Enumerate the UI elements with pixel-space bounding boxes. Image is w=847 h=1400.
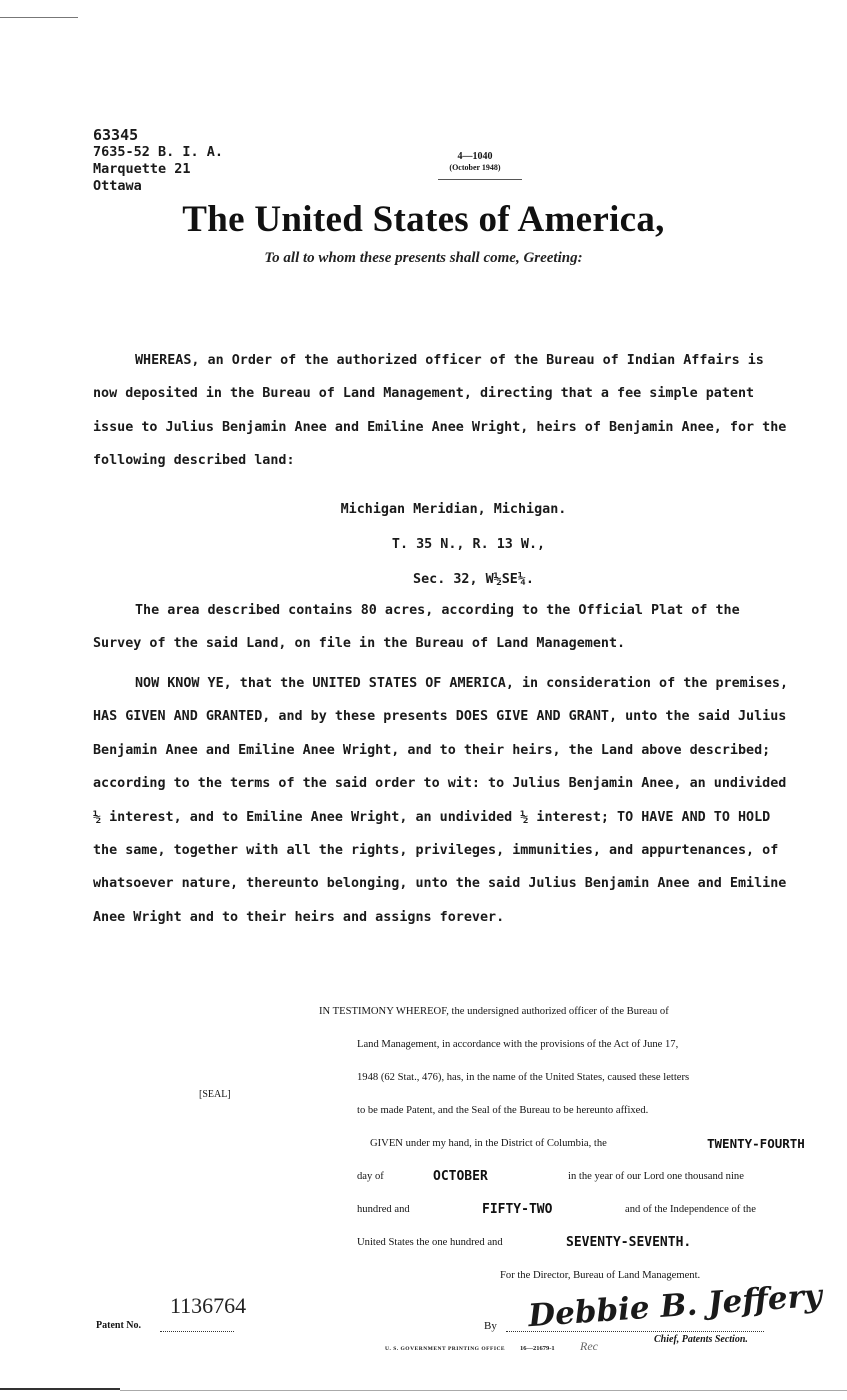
testimony-line-2: Land Management, in accordance with the provisions of the Act of June 17,: [357, 1039, 679, 1050]
testimony-line-3: 1948 (62 Stat., 476), has, in the name of the United States, caused these letters: [357, 1072, 690, 1083]
grant-text: NOW KNOW YE, that the UNITED STATES OF AMERICA, in consideration of the premises, HAS GIVEN AND GRANTED, and by these presents DOES GIVE AND GRANT, unto the said Julius Benjamin Anee and Emiline Anee Wright, and to their heirs, the Land above described; according to the terms of the said order to wit: to Julius Benjamin Anee, an undivided ½ interest, and to Emiline Anee Wright, an undivided ½ interest; TO HAVE AND TO HOLD the same, together with all the rights, privileges, immunities, and appurtenances, of whatsoever nature, thereunto belonging, unto the said Julius Benjamin Anee and Emiline Anee Wright and to their heirs and assigns forever.: [93, 676, 789, 925]
signer-title: Chief, Patents Section.: [654, 1334, 748, 1345]
land-meridian: Michigan Meridian, Michigan.: [340, 502, 567, 517]
whereas-paragraph: [93, 344, 793, 478]
patent-number: 1136764: [170, 1293, 247, 1318]
area-text: The area described contains 80 acres, according to the Official Plat of the Survey of the said Land, on file in the Bureau of Land Management.: [93, 603, 740, 652]
form-number-rule: [438, 179, 522, 180]
reference-block: [93, 127, 223, 195]
form-number-block: [440, 151, 510, 173]
patent-number-label: Patent No.: [96, 1320, 141, 1331]
grant-paragraph: [93, 667, 793, 934]
printing-office-imprint: U. S. GOVERNMENT PRINTING OFFICE: [385, 1346, 506, 1352]
year-text: in the year of our Lord one thousand nine: [568, 1171, 744, 1182]
patent-number-rule: [160, 1331, 234, 1332]
month-fill: OCTOBER: [433, 1169, 488, 1184]
by-label: By: [484, 1320, 497, 1332]
hundred-and-label: hundred and: [357, 1204, 410, 1215]
year-fill: FIFTY-TWO: [482, 1202, 553, 1217]
scan-edge-bottom: [0, 1388, 120, 1390]
area-paragraph: [93, 594, 793, 661]
independence-text: and of the Independence of the: [625, 1204, 756, 1215]
director-line: For the Director, Bureau of Land Management.: [500, 1270, 701, 1281]
seal-placeholder: [SEAL]: [199, 1089, 231, 1100]
day-of-label: day of: [357, 1171, 384, 1182]
land-township: T. 35 N., R. 13 W.,: [391, 537, 546, 552]
given-day-fill: TWENTY-FOURTH: [707, 1136, 805, 1151]
testimony-line-1: IN TESTIMONY WHEREOF, the undersigned authorized officer of the Bureau of: [319, 1006, 669, 1017]
us-hundred-label: United States the one hundred and: [357, 1237, 503, 1248]
ref-number: 63345: [93, 126, 139, 144]
scan-edge-bottom-right: [120, 1390, 847, 1391]
whereas-text: WHEREAS, an Order of the authorized officer of the Bureau of Indian Affairs is now deposited in the Bureau of Land Management, directing that a fee simple patent issue to Julius Benjamin Anee and Emiline Anee Wright, heirs of Benjamin Anee, for the following described land:: [93, 353, 787, 469]
scan-edge-line: [0, 17, 78, 18]
land-section: Sec. 32, W½SE¼.: [413, 572, 534, 587]
land-description: [0, 492, 847, 597]
form-number: 4—1040: [457, 151, 493, 162]
independence-fill: SEVENTY-SEVENTH.: [566, 1235, 692, 1250]
ref-bia: 7635-52 B. I. A.: [93, 144, 224, 160]
greeting: To all to whom these presents shall come, Greeting:: [264, 250, 583, 266]
form-date: (October 1948): [449, 163, 501, 172]
given-line-prefix: GIVEN under my hand, in the District of Columbia, the: [370, 1138, 607, 1149]
testimony-line-4: to be made Patent, and the Seal of the Bureau to be hereunto affixed.: [357, 1105, 649, 1116]
ref-marquette: Marquette 21: [93, 161, 191, 177]
handwritten-initials: Rec: [580, 1339, 598, 1353]
document-title: The United States of America,: [182, 199, 665, 240]
handwritten-signature: Debbie B. Jeffery: [527, 1277, 824, 1335]
ref-ottawa: Ottawa: [93, 178, 142, 194]
print-code: 16—21679-1: [520, 1345, 555, 1352]
